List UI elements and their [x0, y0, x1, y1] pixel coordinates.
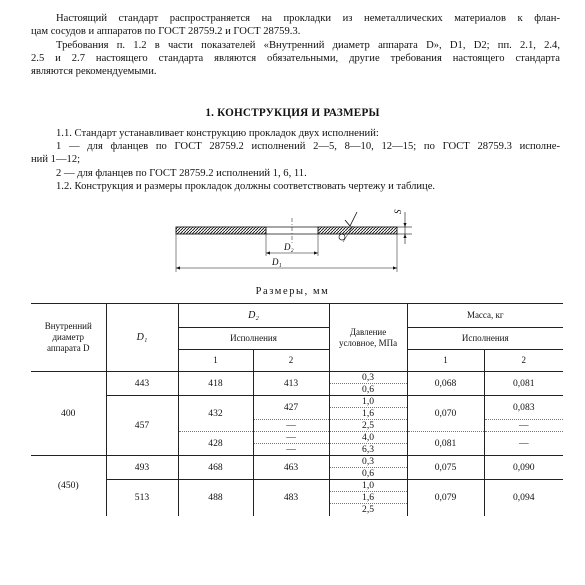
pressure-cell: 1,0 — [329, 480, 407, 492]
pressure-cell: 2,5 — [329, 504, 407, 516]
d2-exec1-cell: 432 — [178, 396, 253, 432]
pressure-cell: 1,6 — [329, 492, 407, 504]
table-row — [31, 372, 563, 384]
table-caption: Размеры, мм — [255, 286, 330, 297]
d1-cell: 493 — [106, 456, 178, 480]
pressure-cell: 0,6 — [329, 468, 407, 480]
clause-1-1: 1.1. Стандарт устанавливает конструкцию прокладок двух исполнений: — [56, 128, 379, 139]
mass-exec1-cell: 0,068 — [407, 372, 484, 396]
pressure-cell: 4,0 — [329, 432, 407, 444]
mass-exec2-cell: 0,083 — [484, 396, 563, 420]
table-row — [31, 480, 563, 492]
intro-line-1: Настоящий стандарт распространяется на прокладки из неметаллических материалов к флан- — [56, 13, 560, 24]
d2-exec2-cell: 483 — [253, 480, 329, 516]
surface-finish-mark — [345, 212, 357, 226]
header-mass-execution: Исполнения — [407, 328, 563, 350]
d2-exec1-cell: 488 — [178, 480, 253, 516]
dimensions-table — [31, 303, 563, 516]
mass-exec2-cell: — — [484, 432, 563, 456]
mass-exec1-cell: 0,081 — [407, 432, 484, 456]
pressure-cell: 6,3 — [329, 444, 407, 456]
mass-exec2-cell: 0,090 — [484, 456, 563, 480]
pressure-cell: 2,5 — [329, 420, 407, 432]
pressure-cell: 0,6 — [329, 384, 407, 396]
gasket-section-left — [176, 227, 266, 234]
d1-cell: 513 — [106, 480, 178, 516]
d2-exec2-cell: — — [253, 444, 329, 456]
mass-exec1-cell: 0,075 — [407, 456, 484, 480]
d2-exec2-cell: 413 — [253, 372, 329, 396]
header-d2-exec-1: 1 — [178, 350, 253, 372]
mass-exec2-cell: — — [484, 420, 563, 432]
pressure-cell: 0,3 — [329, 456, 407, 468]
header-pressure: Давление условное, МПа — [329, 304, 407, 372]
mass-exec2-cell: 0,081 — [484, 372, 563, 396]
clause-execution-2: 2 — для фланцев по ГОСТ 28759.2 исполнений 1, 6, 11. — [56, 168, 307, 179]
intro-line-4: 2.5 и 2.7 настоящего стандарта являются обязательными, другие требования настоящего стандарта — [31, 53, 560, 64]
d2-exec1-cell: 428 — [178, 432, 253, 456]
header-d2-execution: Исполнения — [178, 328, 329, 350]
intro-line-3: Требования п. 1.2 в части показателей «Внутренний диаметр аппарата D», D1, D2; пп. 2.1, 2.4, — [56, 40, 560, 51]
table-row — [31, 456, 563, 468]
thickness-label: S — [393, 209, 403, 214]
mass-exec2-cell: 0,094 — [512, 492, 535, 504]
d1-cell: 457 — [106, 396, 178, 456]
header-d1: D₁ — [106, 304, 178, 372]
clause-execution-1-line-b: ний 1—12; — [31, 154, 81, 165]
section-heading: 1. КОНСТРУКЦИЯ И РАЗМЕРЫ — [205, 107, 380, 119]
intro-line-5: являются рекомендуемыми. — [31, 66, 157, 77]
pressure-cell: 1,6 — [329, 408, 407, 420]
d2-exec2-cell: — — [253, 420, 329, 432]
inner-diameter-cell: (450) — [31, 456, 106, 516]
d2-exec2-cell: 463 — [253, 456, 329, 480]
clause-execution-1-line-a: 1 — для фланцев по ГОСТ 28759.2 исполнений 2—5, 8—10, 12—15; по ГОСТ 28759.3 исполне- — [56, 141, 560, 152]
pressure-cell: 0,3 — [329, 372, 407, 384]
pressure-cell: 1,0 — [329, 396, 407, 408]
d2-exec2-cell: 427 — [253, 396, 329, 420]
header-mass: Масса, кг — [407, 304, 563, 328]
d2-exec2-cell: — — [253, 432, 329, 444]
d1-label: D₁ — [272, 257, 282, 267]
d1-cell: 443 — [106, 372, 178, 396]
mass-exec1-cell: 0,079 — [407, 480, 484, 516]
header-d2-exec-2: 2 — [253, 350, 329, 372]
gasket-drawing — [0, 0, 585, 280]
table-row — [31, 396, 563, 408]
clause-1-2: 1.2. Конструкция и размеры прокладок должны соответствовать чертежу и таблице. — [56, 181, 436, 192]
header-d2: D₂ — [178, 304, 329, 328]
inner-diameter-cell: 400 — [31, 372, 106, 456]
intro-line-2: цам сосудов и аппаратов по ГОСТ 28759.2 и ГОСТ 28759.3. — [31, 26, 301, 37]
header-inner-diameter: Внутренний диаметр аппарата D — [31, 304, 106, 372]
d2-label: D₂ — [284, 242, 294, 252]
mass-exec1-cell: 0,070 — [407, 396, 484, 432]
header-mass-exec-1: 1 — [407, 350, 484, 372]
header-mass-exec-2: 2 — [484, 350, 563, 372]
gasket-section-right — [318, 227, 397, 234]
d2-exec1-cell: 418 — [178, 372, 253, 396]
d2-exec1-cell: 468 — [178, 456, 253, 480]
